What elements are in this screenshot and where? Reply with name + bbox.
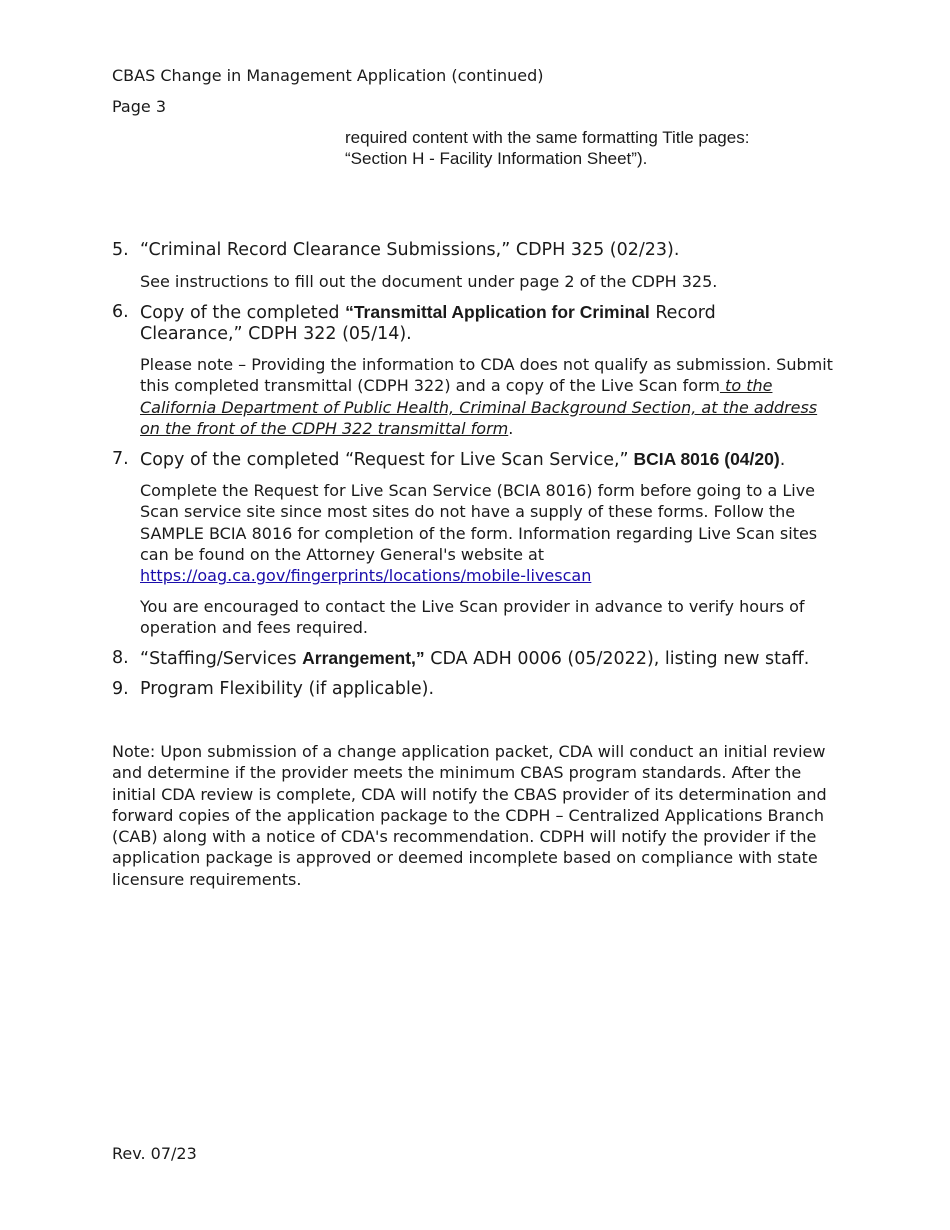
continuation-line-2: “Section H - Facility Information Sheet”).: [345, 149, 648, 168]
item-7-instructions: [140, 480, 840, 586]
item-6-text-b: Record Clearance,” CDPH 322 (05/14).: [140, 303, 716, 344]
item-5-text: “Criminal Record Clearance Submissions,” CDPH 325 (02/23).: [140, 240, 680, 260]
item-5-instructions: See instructions to fill out the document under page 2 of the CDPH 325.: [140, 272, 718, 291]
continuation-line-1: required content with the same formatting Title pages:: [345, 128, 750, 147]
item-7-text-b: “Request for Live Scan Service,”: [345, 450, 629, 470]
item-7-text-a: Copy of the completed: [140, 450, 346, 470]
item-7-encouragement: You are encouraged to contact the Live Scan provider in advance to verify hours of operation and fees required.: [140, 597, 805, 638]
item-8-text-b: CDA ADH 0006 (05/2022), listing new staff.: [424, 649, 810, 669]
item-7-number: 7.: [112, 449, 129, 469]
item-6-text: [140, 302, 750, 345]
item-6-text-a: Copy of the completed: [140, 303, 346, 323]
item-6-note-end: .: [508, 418, 514, 438]
item-8-text-bold: Arrangement,”: [302, 648, 425, 668]
item-8-text-a: “Staffing/Services: [140, 649, 303, 669]
page-number: Page 3: [112, 97, 166, 116]
item-7-text-end: .: [779, 450, 786, 470]
item-5-number: 5.: [112, 240, 129, 260]
note-label: Note:: [112, 742, 156, 761]
item-7-instructions-text: Complete the Request for Live Scan Service (BCIA 8016) form before going to a Live Scan service site since most sites do not have a supply of these forms. Follow the SAMPLE BCIA 8016 for completion of the form. Information regarding Live Scan sites can be found on the Attorney General's website at: [140, 481, 818, 564]
continuation-text: [345, 127, 865, 169]
note-text: Upon submission of a change application packet, CDA will conduct an initial review and determine if the provider meets the minimum CBAS program standards. After the initial CDA review is complete, CDA will notify the CBAS provider of its determination and forward copies of the application package to the CDPH – Centralized Applications Branch (CAB) along with a notice of CDA's recommendation. CDPH will notify the provider if the application package is approved or deemed incomplete based on compliance with state licensure requirements.: [112, 742, 827, 889]
item-6-number: 6.: [112, 302, 129, 322]
item-6-note-underlined: to the California Department of Public Health, Criminal Background Section, at the address on the front of the CDPH 322 transmittal form: [140, 376, 818, 438]
item-8-text: [140, 648, 840, 670]
item-9-number: 9.: [112, 679, 129, 699]
item-8-number: 8.: [112, 648, 129, 668]
item-6-text-bold: “Transmittal Application for Criminal: [345, 302, 650, 322]
document-header-title: CBAS Change in Management Application (continued): [112, 66, 544, 85]
item-7-text: [140, 449, 840, 471]
revision-footer: Rev. 07/23: [112, 1144, 197, 1163]
note-paragraph: [112, 741, 842, 890]
livescan-locations-link[interactable]: https://oag.ca.gov/fingerprints/locations/mobile-livescan: [140, 566, 592, 586]
item-7-text-bold: BCIA 8016 (04/20): [628, 449, 780, 469]
item-6-note-a: Please note – Providing the information to CDA does not qualify as submission. Submit this completed transmittal (CDPH 322) and a copy of the Live Scan form: [140, 355, 833, 396]
item-6-note: [140, 354, 835, 439]
item-9-text: Program Flexibility (if applicable).: [140, 679, 435, 699]
